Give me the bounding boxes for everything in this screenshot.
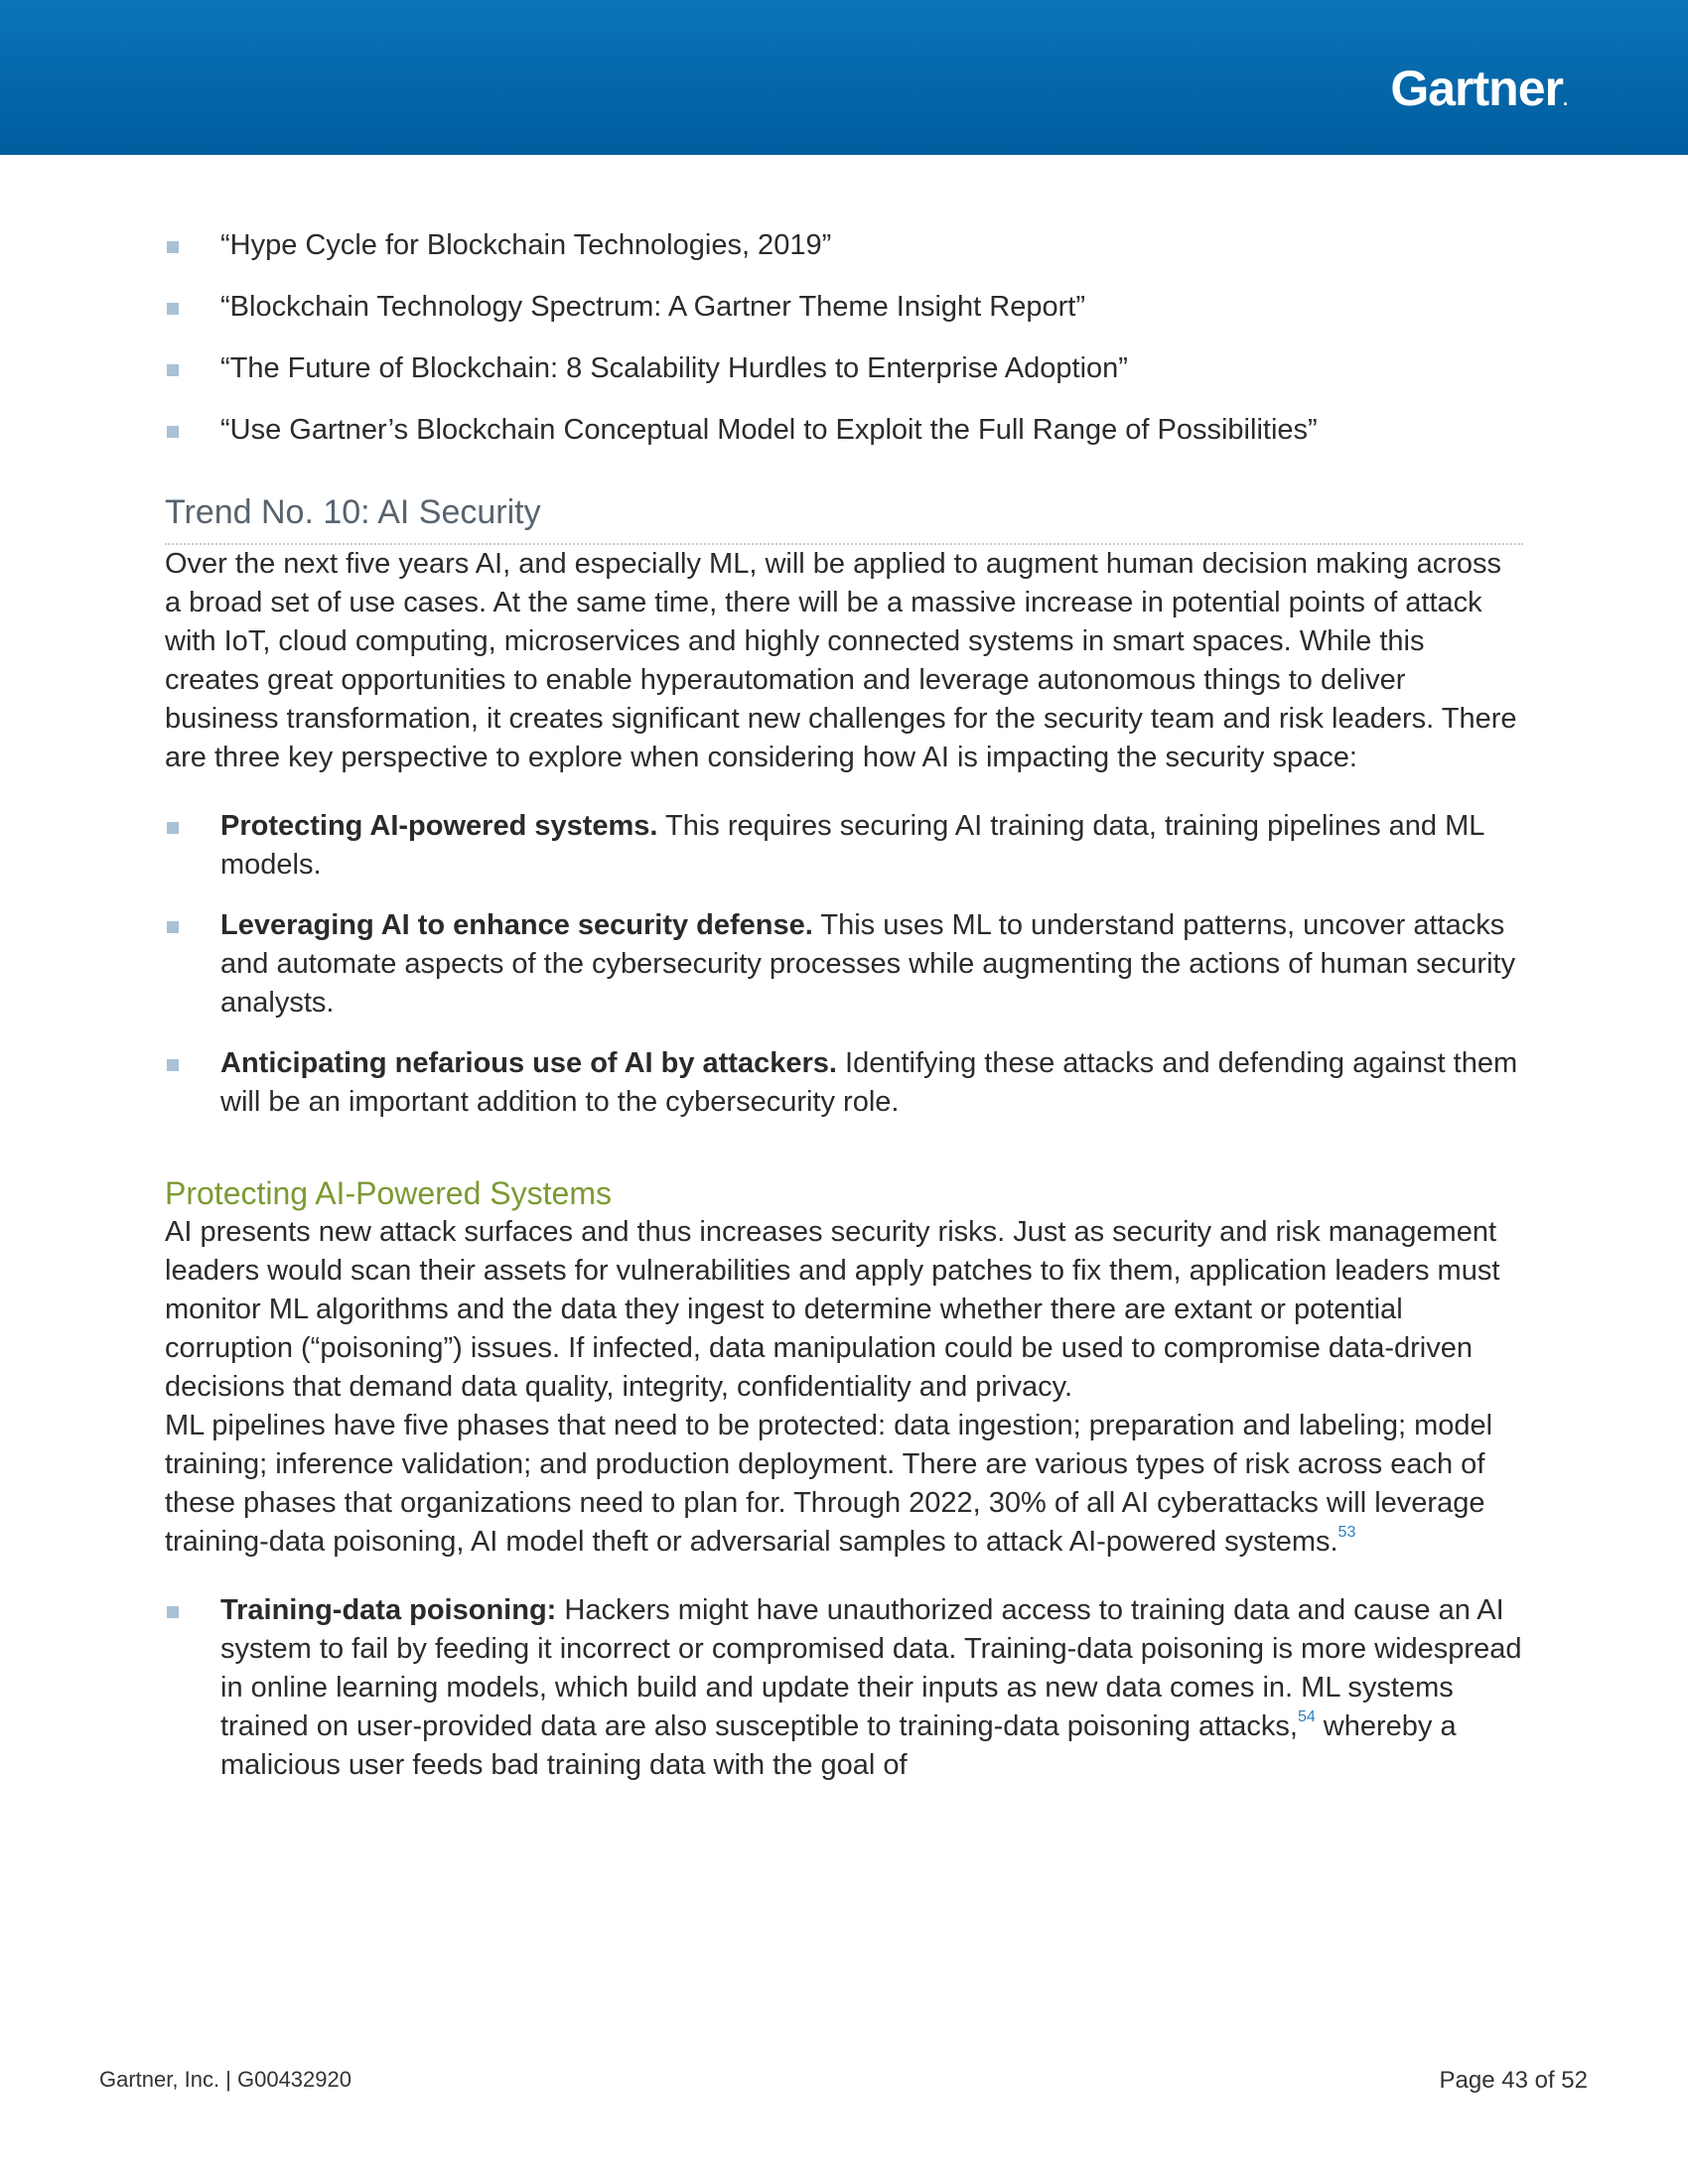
header-band bbox=[0, 0, 1688, 155]
trend-heading: Trend No. 10: AI Security bbox=[165, 493, 541, 531]
paragraph-text: ML pipelines have five phases that need to be protected: data ingestion; preparation and labeling; model training; inference validation; and production deployment. There are various types of risk across each of these phases that organizations need to plan for. Through 2022, 30% of all AI cyberattacks will leverage training-data poisoning, AI model theft or adversarial samples to attack AI-powered systems. bbox=[165, 1410, 1493, 1558]
list-item bbox=[165, 1044, 1525, 1122]
section-paragraph-2 bbox=[165, 1407, 1525, 1562]
risk-title: Training-data poisoning: bbox=[220, 1594, 557, 1626]
square-bullet-icon bbox=[167, 822, 179, 834]
square-bullet-icon bbox=[167, 364, 179, 376]
section-heading: Protecting AI-Powered Systems bbox=[165, 1175, 612, 1211]
list-item bbox=[165, 226, 1525, 265]
reference-title: “Use Gartner’s Blockchain Conceptual Model to Exploit the Full Range of Possibilities” bbox=[220, 414, 1318, 446]
reference-title: “Hype Cycle for Blockchain Technologies, 2019” bbox=[220, 229, 832, 261]
square-bullet-icon bbox=[167, 303, 179, 315]
list-item bbox=[165, 906, 1525, 1023]
point-text: Identifying these attacks and defending against them will be an important addition to the cybersecurity role. bbox=[220, 1047, 1518, 1118]
reference-list bbox=[165, 226, 1525, 450]
footnote-54-link[interactable]: 54 bbox=[1297, 1708, 1316, 1725]
page-content bbox=[165, 226, 1525, 1785]
point-title: Anticipating nefarious use of AI by attackers. bbox=[220, 1047, 837, 1079]
reference-title: “Blockchain Technology Spectrum: A Gartner Theme Insight Report” bbox=[220, 291, 1085, 323]
footnote-53-link[interactable]: 53 bbox=[1337, 1524, 1356, 1541]
perspective-list bbox=[165, 807, 1525, 1122]
logo-dot: . bbox=[1562, 89, 1567, 109]
footer-document-id: Gartner, Inc. | G00432920 bbox=[99, 2067, 352, 2092]
point-text: This requires securing AI training data, training pipelines and ML models. bbox=[220, 810, 1484, 881]
list-item bbox=[165, 807, 1525, 885]
section-paragraph-1: AI presents new attack surfaces and thus increases security risks. Just as security and risk management leaders would scan their assets for vulnerabilities and apply patches to fix them, application leaders must monitor ML algorithms and the data they ingest to determine whether there are extant or potential corruption (“poisoning”) issues. If infected, data manipulation could be used to compromise data-driven decisions that demand data quality, integrity, confidentiality and privacy. bbox=[165, 1216, 1500, 1403]
footer-page-number: Page 43 of 52 bbox=[1439, 2067, 1588, 2094]
gartner-logo bbox=[1390, 61, 1567, 116]
square-bullet-icon bbox=[167, 241, 179, 253]
square-bullet-icon bbox=[167, 921, 179, 933]
list-item bbox=[165, 288, 1525, 327]
point-title: Protecting AI-powered systems. bbox=[220, 810, 658, 842]
point-text: This uses ML to understand patterns, uncover attacks and automate aspects of the cybersecurity processes while augmenting the actions of human security analysts. bbox=[220, 909, 1516, 1019]
square-bullet-icon bbox=[167, 1606, 179, 1618]
square-bullet-icon bbox=[167, 426, 179, 438]
square-bullet-icon bbox=[167, 1059, 179, 1071]
trend-intro-paragraph: Over the next five years AI, and especially ML, will be applied to augment human decision making across a broad set of use cases. At the same time, there will be a massive increase in potential points of attack with IoT, cloud computing, microservices and highly connected systems in smart spaces. While this creates great opportunities to enable hyperautomation and leverage autonomous things to deliver business transformation, it creates significant new challenges for the security team and risk leaders. There are three key perspective to explore when considering how AI is impacting the security space: bbox=[165, 548, 1517, 773]
point-title: Leveraging AI to enhance security defense. bbox=[220, 909, 813, 941]
risk-text: Hackers might have unauthorized access to training data and cause an AI system to fail by feeding it incorrect or compromised data. Training-data poisoning is more widespread in online learning models, which build and update their inputs as new data comes in. ML systems trained on user-provided data are also susceptible to training-data poisoning attacks, bbox=[220, 1594, 1522, 1742]
reference-title: “The Future of Blockchain: 8 Scalability Hurdles to Enterprise Adoption” bbox=[220, 352, 1128, 384]
list-item bbox=[165, 349, 1525, 388]
risk-list bbox=[165, 1591, 1525, 1785]
list-item bbox=[165, 411, 1525, 450]
risk-text-continued: whereby a malicious user feeds bad training data with the goal of bbox=[220, 1710, 1457, 1781]
logo-text: Gartner bbox=[1390, 61, 1563, 116]
list-item bbox=[165, 1591, 1525, 1785]
